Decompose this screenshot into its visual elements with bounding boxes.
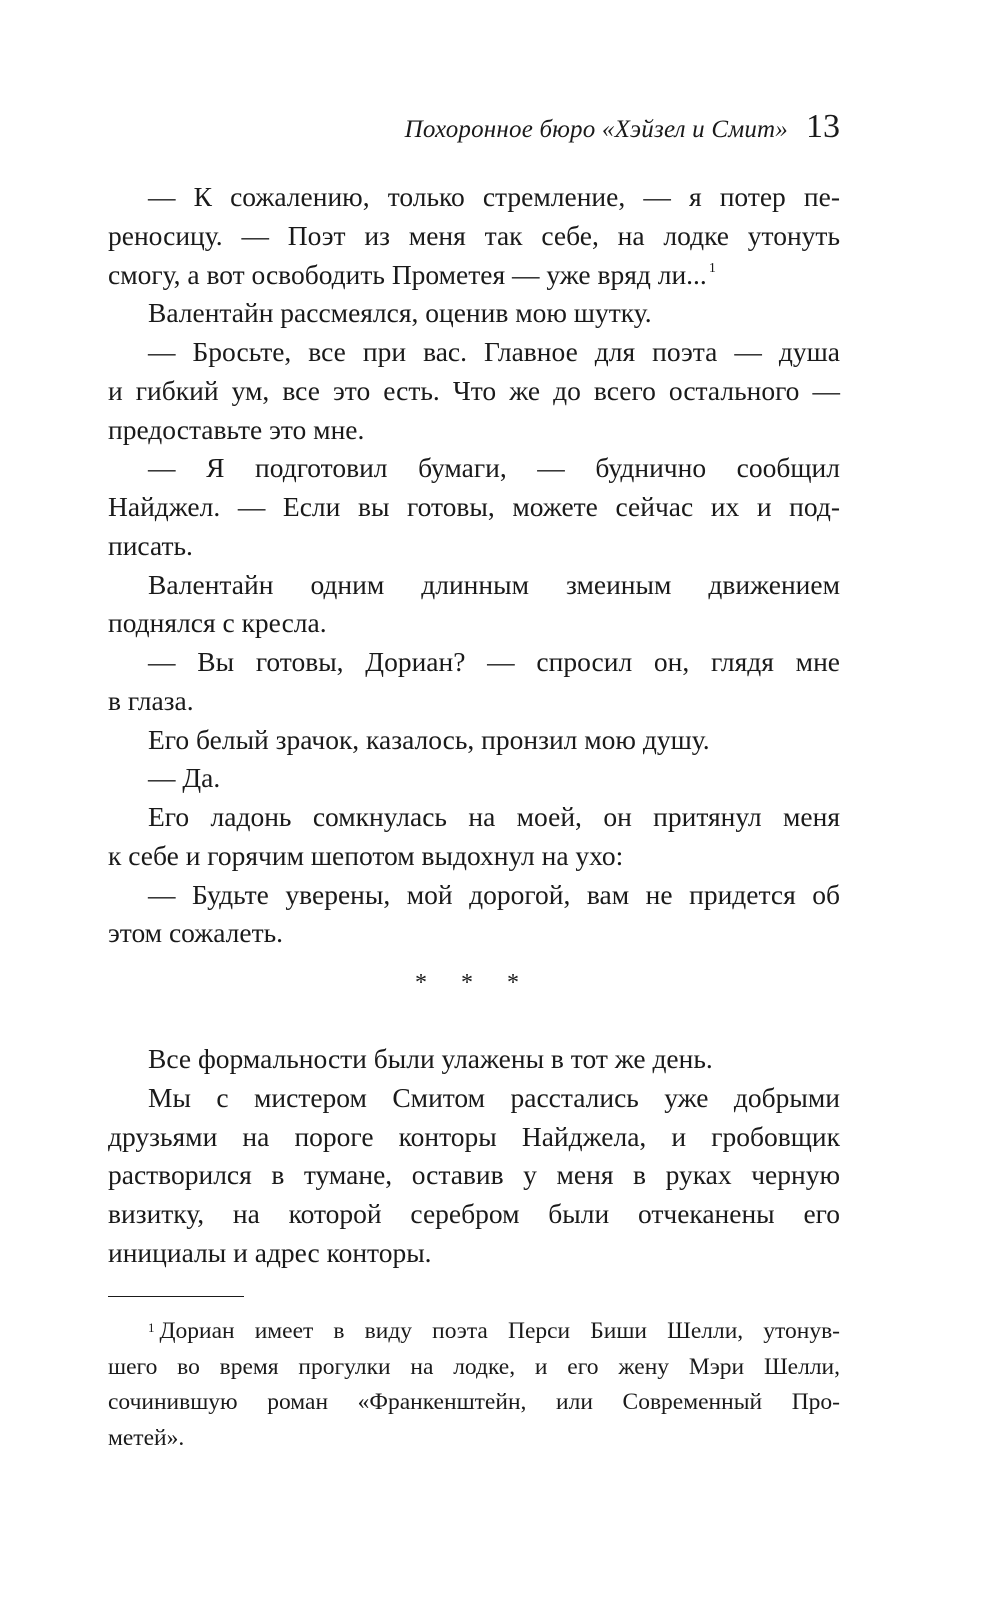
text-line: поднялся с кресла.	[108, 607, 327, 639]
text-line: Все формальности были улажены в тот же день.	[148, 1043, 713, 1074]
text-line: — Да.	[148, 762, 221, 794]
section-break: * * *	[415, 970, 533, 996]
footnote-line	[108, 1314, 840, 1350]
text-line: друзьями на пороге конторы Найджела, и гробовщик	[108, 1120, 840, 1152]
text-line	[108, 256, 840, 295]
footnote-line: метей».	[108, 1424, 185, 1451]
text-line: — К сожалению, только стремление, — я потер пе-	[148, 181, 840, 212]
text-line: предоставьте это мне.	[108, 413, 365, 445]
footnote-line: шего во время прогулки на лодке, и его жену Мэри Шелли,	[108, 1353, 840, 1380]
text-line: этом сожалеть.	[108, 917, 284, 949]
footnote-marker: 1	[148, 1320, 155, 1335]
text-line: — Будьте уверены, мой дорогой, вам не придется об	[148, 878, 840, 910]
text-line: Его белый зрачок, казалось, пронзил мою душу.	[148, 723, 710, 755]
text-line: — Бросьте, все при вас. Главное для поэта — душа	[148, 336, 840, 367]
main-text-continued	[108, 1040, 840, 1273]
footnote-line: сочинившую роман «Франкенштейн, или Современный Про-	[108, 1389, 840, 1415]
text-line: инициалы и адрес конторы.	[108, 1236, 432, 1268]
text-line: Валентайн одним длинным змеиным движением	[148, 568, 840, 600]
text-line: к себе и горячим шепотом выдохнул на ухо:	[108, 839, 624, 871]
text-line: растворился в тумане, оставив у меня в руках черную	[108, 1159, 840, 1191]
text-line: — Я подготовил бумаги, — буднично сообщил	[148, 452, 840, 484]
main-text	[108, 178, 840, 953]
text-line-content: смогу, а вот освободить Прометея — уже вряд ли...	[108, 258, 707, 290]
text-line: писать.	[108, 529, 193, 561]
text-line: визитку, на которой серебром были отчеканены его	[108, 1198, 840, 1229]
text-line: — Вы готовы, Дориан? — спросил он, глядя мне	[148, 646, 840, 677]
footnote-divider	[108, 1296, 244, 1297]
footnote	[108, 1314, 840, 1456]
text-line: Его ладонь сомкнулась на моей, он притянул меня	[148, 801, 840, 832]
text-line: и гибкий ум, все это есть. Что же до всего остального —	[108, 374, 840, 406]
text-line: в глаза.	[108, 684, 194, 716]
text-line: Мы с мистером Смитом расстались уже добрыми	[148, 1081, 840, 1113]
footnote-line-content: Дориан имеет в виду поэта Перси Биши Шелли, утонув-	[159, 1318, 840, 1344]
page-number: 13	[806, 108, 840, 145]
footnote-reference[interactable]: 1	[708, 260, 716, 276]
running-title: Похоронное бюро «Хэйзел и Смит»	[404, 116, 788, 143]
text-line: реносицу. — Поэт из меня так себе, на лодке утонуть	[108, 219, 840, 251]
running-header	[108, 108, 840, 156]
text-line: Найджел. — Если вы готовы, можете сейчас их и под-	[108, 491, 840, 522]
text-line: Валентайн рассмеялся, оценив мою шутку.	[148, 297, 652, 329]
